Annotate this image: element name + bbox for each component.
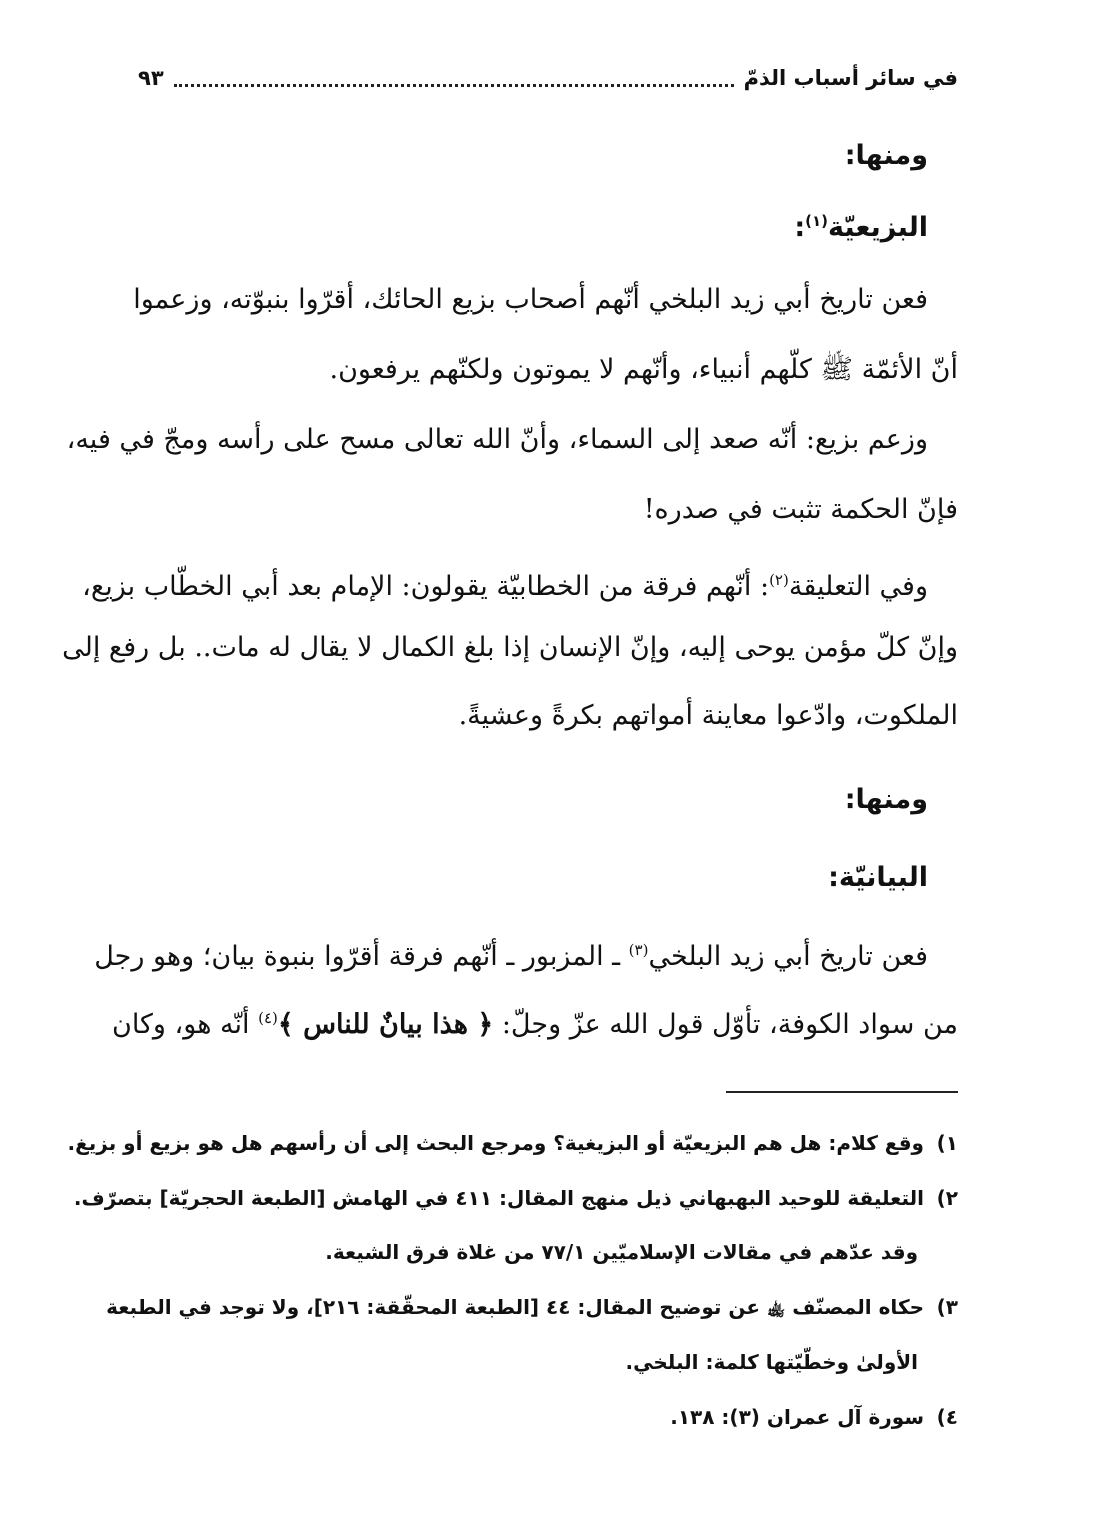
footnote-1-number: ١) — [936, 1131, 958, 1155]
footnote-2-number: ٢) — [936, 1186, 958, 1210]
section-heading-2: ومنها: — [844, 784, 928, 815]
footnote-separator — [726, 1091, 958, 1093]
footnote-4-number: ٤) — [936, 1405, 958, 1429]
section-heading-1: ومنها: — [844, 140, 928, 171]
body-line-9-a: من سواد الكوفة، تأوّل قول الله عزّ وجلّ: — [493, 1009, 958, 1040]
sect-title-1 — [794, 212, 928, 243]
footnote-3-text: حكاه المصنّف ﵀ عن توضيح المقال: ٤٤ [الطبعة المحقّقة: ٢١٦]، ولا توجد في الطبعة — [106, 1295, 924, 1319]
footnote-2-text: التعليقة للوحيد البهبهاني ذيل منهج المقال: ٤١١ في الهامش [الطبعة الحجريّة] بتصرّف. — [73, 1186, 924, 1210]
sect-title-1-text: البزيعيّة — [828, 212, 928, 243]
footnote-4-text: سورة آل عمران (٣): ١٣٨. — [670, 1405, 924, 1429]
footnote-4 — [138, 1400, 958, 1434]
running-header — [138, 58, 958, 98]
body-line-9-b: أنّه هو، وكان — [112, 1009, 259, 1040]
body-line-1: فعن تاريخ أبي زيد البلخي أنّهم أصحاب بزيع الحائك، أقرّوا بنبوّته، وزعموا — [133, 284, 928, 315]
body-line-5 — [82, 560, 928, 602]
body-line-6: وإنّ كلّ مؤمن يوحى إليه، وإنّ الإنسان إذا بلغ الكمال لا يقال له مات.. بل رفع إلى — [62, 632, 958, 663]
footnote-marker-1: (١) — [805, 212, 829, 230]
body-line-8 — [94, 930, 928, 972]
quran-quote: ﴿ هذا بيانٌ للناس ﴾ — [277, 1009, 494, 1040]
footnote-1-text: وقع كلام: هل هم البزيعيّة أو البزيغية؟ ومرجع البحث إلى أن رأسهم هل هو بزيع أو بزيغ. — [67, 1131, 924, 1155]
body-line-5-b: : أنّهم فرقة من الخطابيّة يقولون: الإمام بعد أبي الخطّاب بزيع، — [82, 571, 770, 602]
sect-title-1-colon: : — [794, 212, 806, 243]
body-line-2: أنّ الأئمّة ﷺ كلّهم أنبياء، وأنّهم لا يموتون ولكنّهم يرفعون. — [329, 354, 958, 385]
body-line-4: فإنّ الحكمة تثبت في صدره! — [643, 494, 958, 525]
footnote-3-number: ٣) — [936, 1295, 958, 1319]
running-title: في سائر أسباب الذمّ — [743, 66, 958, 90]
page-number: ٩٣ — [138, 66, 164, 90]
footnote-marker-4: (٤) — [258, 1009, 278, 1027]
footnote-marker-2: (٢) — [769, 571, 789, 589]
body-line-9 — [112, 998, 958, 1040]
footnote-marker-3: (٣) — [628, 941, 649, 959]
body-line-8-b: ـ المزبور ـ أنّهم فرقة أقرّوا بنبوة بيان؛ وهو رجل — [94, 941, 629, 972]
footnote-2 — [73, 1181, 958, 1215]
sect-title-2: البيانيّة: — [828, 862, 928, 893]
body-line-8-a: فعن تاريخ أبي زيد البلخي — [648, 941, 928, 972]
footnote-3 — [106, 1290, 958, 1324]
body-line-7: الملكوت، وادّعوا معاينة أمواتهم بكرةً وعشيةً. — [458, 700, 958, 731]
body-line-5-a: وفي التعليقة — [788, 571, 928, 602]
footnote-3-continuation: الأولىٰ وخطّيّتها كلمة: البلخي. — [625, 1350, 918, 1374]
footnote-1 — [67, 1126, 958, 1160]
body-line-3: وزعم بزيع: أنّه صعد إلى السماء، وأنّ الله تعالى مسح على رأسه ومجّ في فيه، — [66, 424, 928, 455]
footnote-2-continuation: وقد عدّهم في مقالات الإسلاميّين ٧٧/١ من غلاة فرق الشيعة. — [325, 1240, 918, 1264]
dot-leader — [174, 84, 734, 87]
